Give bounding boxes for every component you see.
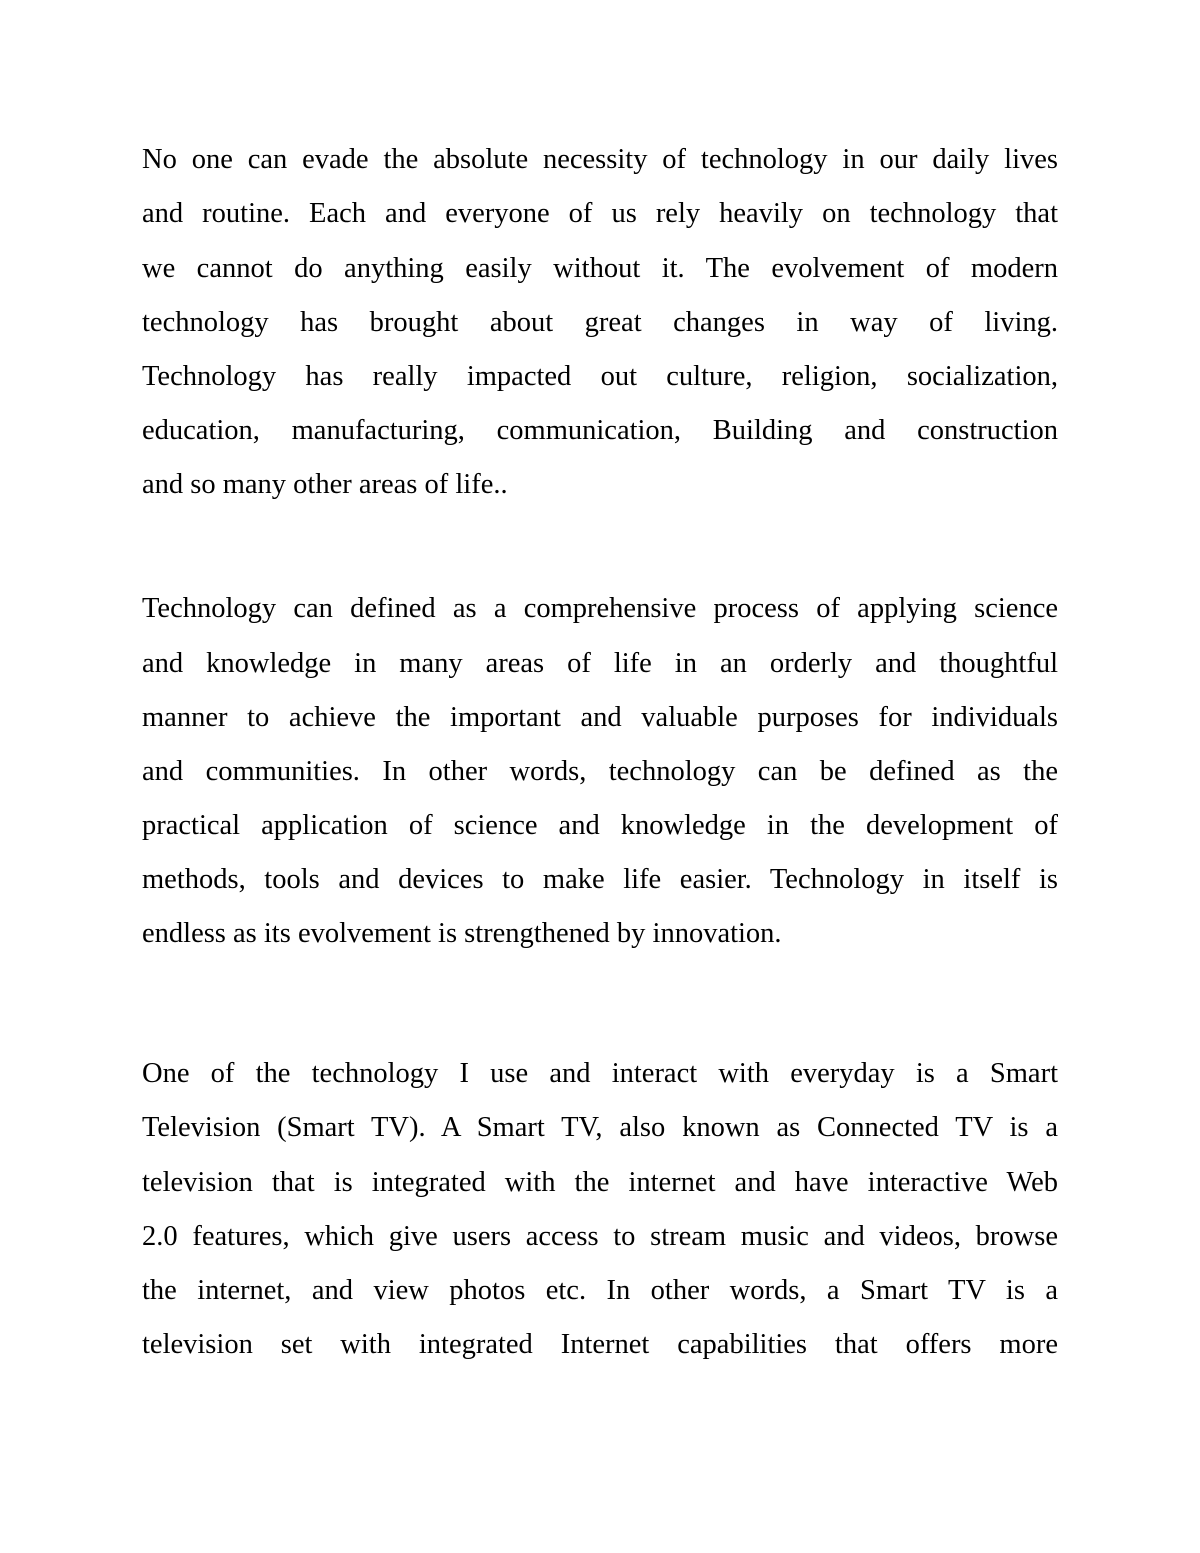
paragraph-2-line-5: practical application of science and knowledge in the development of [142,810,1058,841]
paragraph-2-line-2: and knowledge in many areas of life in an orderly and thoughtful [142,648,1058,679]
paragraph-1-line-6: education, manufacturing, communication, Building and construction [142,415,1058,446]
paragraph-2-line-4: and communities. In other words, technology can be defined as the [142,756,1058,787]
paragraph-3-line-6: television set with integrated Internet capabilities that offers more [142,1329,1058,1360]
paragraph-1-line-2: and routine. Each and everyone of us rely heavily on technology that [142,198,1058,229]
paragraph-2-line-6: methods, tools and devices to make life easier. Technology in itself is [142,864,1058,895]
paragraph-2-line-7: endless as its evolvement is strengthened by innovation. [142,918,782,949]
paragraph-3-line-4: 2.0 features, which give users access to stream music and videos, browse [142,1221,1058,1252]
paragraph-3-line-2: Television (Smart TV). A Smart TV, also known as Connected TV is a [142,1112,1058,1143]
paragraph-2-line-1: Technology can defined as a comprehensive process of applying science [142,593,1058,624]
paragraph-2-line-3: manner to achieve the important and valuable purposes for individuals [142,702,1058,733]
paragraph-1-line-3: we cannot do anything easily without it. The evolvement of modern [142,253,1058,284]
paragraph-3-line-1: One of the technology I use and interact with everyday is a Smart [142,1058,1058,1089]
paragraph-3-line-5: the internet, and view photos etc. In other words, a Smart TV is a [142,1275,1058,1306]
paragraph-3-line-3: television that is integrated with the internet and have interactive Web [142,1167,1058,1198]
paragraph-1-line-5: Technology has really impacted out culture, religion, socialization, [142,361,1058,392]
paragraph-1-line-4: technology has brought about great changes in way of living. [142,307,1058,338]
paragraph-1-line-7: and so many other areas of life.. [142,469,508,500]
paragraph-1-line-1: No one can evade the absolute necessity of technology in our daily lives [142,144,1058,175]
